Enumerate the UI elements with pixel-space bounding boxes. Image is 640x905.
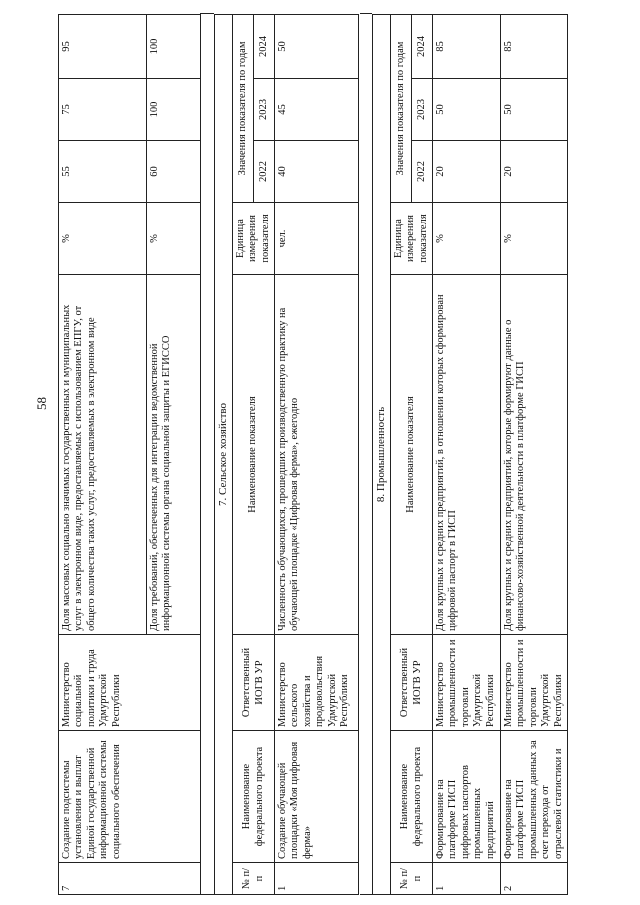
- header-num: № п/п: [232, 863, 274, 895]
- section-gap: [200, 13, 214, 895]
- header-indicator: Наименование показателя: [232, 275, 274, 635]
- indicator-unit: чел.: [275, 203, 359, 275]
- indicator-name: Доля требований, обеспеченных для интеграции ведомственной информационной системы органа социальной защиты и ЕГИССО: [147, 275, 201, 635]
- indicator-name: Численность обучающихся, прошедших производственную практику на обучающей площадке «Цифровая ферма», ежегодно: [275, 275, 359, 635]
- row-number: 1: [275, 863, 359, 895]
- header-project: Наименование федерального проекта: [390, 731, 432, 863]
- page-number: 58: [34, 397, 49, 410]
- responsible-ministry: Министерство сельского хозяйства и продовольствия Удмуртской Республики: [275, 635, 359, 731]
- indicator-unit: %: [59, 203, 147, 275]
- header-unit: Единица измерения показателя: [232, 203, 274, 275]
- header-year-2022: 2022: [412, 141, 433, 203]
- project-name: Формирование на платформе ГИСП промышленных данных за счет перехода от отраслевой статистики и: [501, 731, 568, 863]
- value-2023: 45: [275, 79, 359, 141]
- table-row: [433, 14, 501, 894]
- header-row: [390, 14, 411, 894]
- header-unit: Единица измерения показателя: [390, 203, 432, 275]
- agriculture-table: [214, 14, 359, 895]
- row-number: 7: [59, 863, 201, 895]
- table-row: [501, 14, 568, 894]
- section-title: 8. Промышленность: [373, 14, 391, 894]
- industry-table: [372, 14, 568, 895]
- value-2023: 75: [59, 79, 147, 141]
- indicator-name: Доля массовых социально значимых государственных и муниципальных услуг в электронном виде, предоставляемых с использованием ЕПГУ, от общего количества таких услуг, предоставляемых в электронном виде: [59, 275, 147, 635]
- value-2024: 85: [501, 14, 568, 78]
- value-2022: 55: [59, 141, 147, 203]
- value-2022: 20: [433, 141, 501, 203]
- section-gap: [360, 13, 372, 895]
- header-row: [232, 14, 253, 894]
- header-values: Значения показателя по годам: [390, 14, 411, 202]
- rotated-page-content: [58, 15, 564, 895]
- row-number: 2: [501, 863, 568, 895]
- project-name: Формирование на платформе ГИСП цифровых паспортов промышленных предприятий: [433, 731, 501, 863]
- value-2023: 50: [433, 79, 501, 141]
- responsible-ministry: Министерство социальной политики и труда Удмуртской Республики: [59, 635, 201, 731]
- row-number: 1: [433, 863, 501, 895]
- responsible-ministry: Министерство промышленности и торговли Удмуртской Республики: [501, 635, 568, 731]
- section-title: 7. Сельское хозяйство: [215, 14, 233, 894]
- value-2022: 40: [275, 141, 359, 203]
- value-2024: 95: [59, 15, 147, 79]
- header-year-2023: 2023: [254, 79, 275, 141]
- indicator-name: Доля крупных и средних предприятий, которые формируют данные о финансово-хозяйственной деятельности в платформе ГИСП: [501, 275, 568, 635]
- header-values: Значения показателя по годам: [232, 14, 253, 202]
- value-2024: 85: [433, 14, 501, 78]
- indicator-unit: %: [433, 203, 501, 275]
- value-2022: 20: [501, 141, 568, 203]
- project-name: Создание обучающей площадки «Моя цифровая ферма»: [275, 731, 359, 863]
- header-year-2023: 2023: [412, 79, 433, 141]
- header-year-2024: 2024: [254, 14, 275, 78]
- value-2024: 50: [275, 14, 359, 78]
- value-2023: 100: [147, 79, 201, 141]
- header-ministry: Ответственный ИОГВ УР: [390, 635, 432, 731]
- indicator-unit: %: [501, 203, 568, 275]
- header-project: Наименование федерального проекта: [232, 731, 274, 863]
- project-name: Создание подсистемы установления и выплат Единой государственной информационной системы социального обеспечения: [59, 731, 201, 863]
- header-year-2024: 2024: [412, 14, 433, 78]
- value-2023: 50: [501, 79, 568, 141]
- social-table: [58, 14, 201, 895]
- table-row: [275, 14, 359, 894]
- responsible-ministry: Министерство промышленности и торговли Удмуртской Республики: [433, 635, 501, 731]
- value-2022: 60: [147, 141, 201, 203]
- indicator-unit: %: [147, 203, 201, 275]
- indicator-name: Доля крупных и средних предприятий, в отношении которых сформирован цифровой паспорт в ГИСП: [433, 275, 501, 635]
- value-2024: 100: [147, 15, 201, 79]
- header-year-2022: 2022: [254, 141, 275, 203]
- table-row: [59, 15, 147, 895]
- header-indicator: Наименование показателя: [390, 275, 432, 635]
- header-num: № п/п: [390, 863, 432, 895]
- header-ministry: Ответственный ИОГВ УР: [232, 635, 274, 731]
